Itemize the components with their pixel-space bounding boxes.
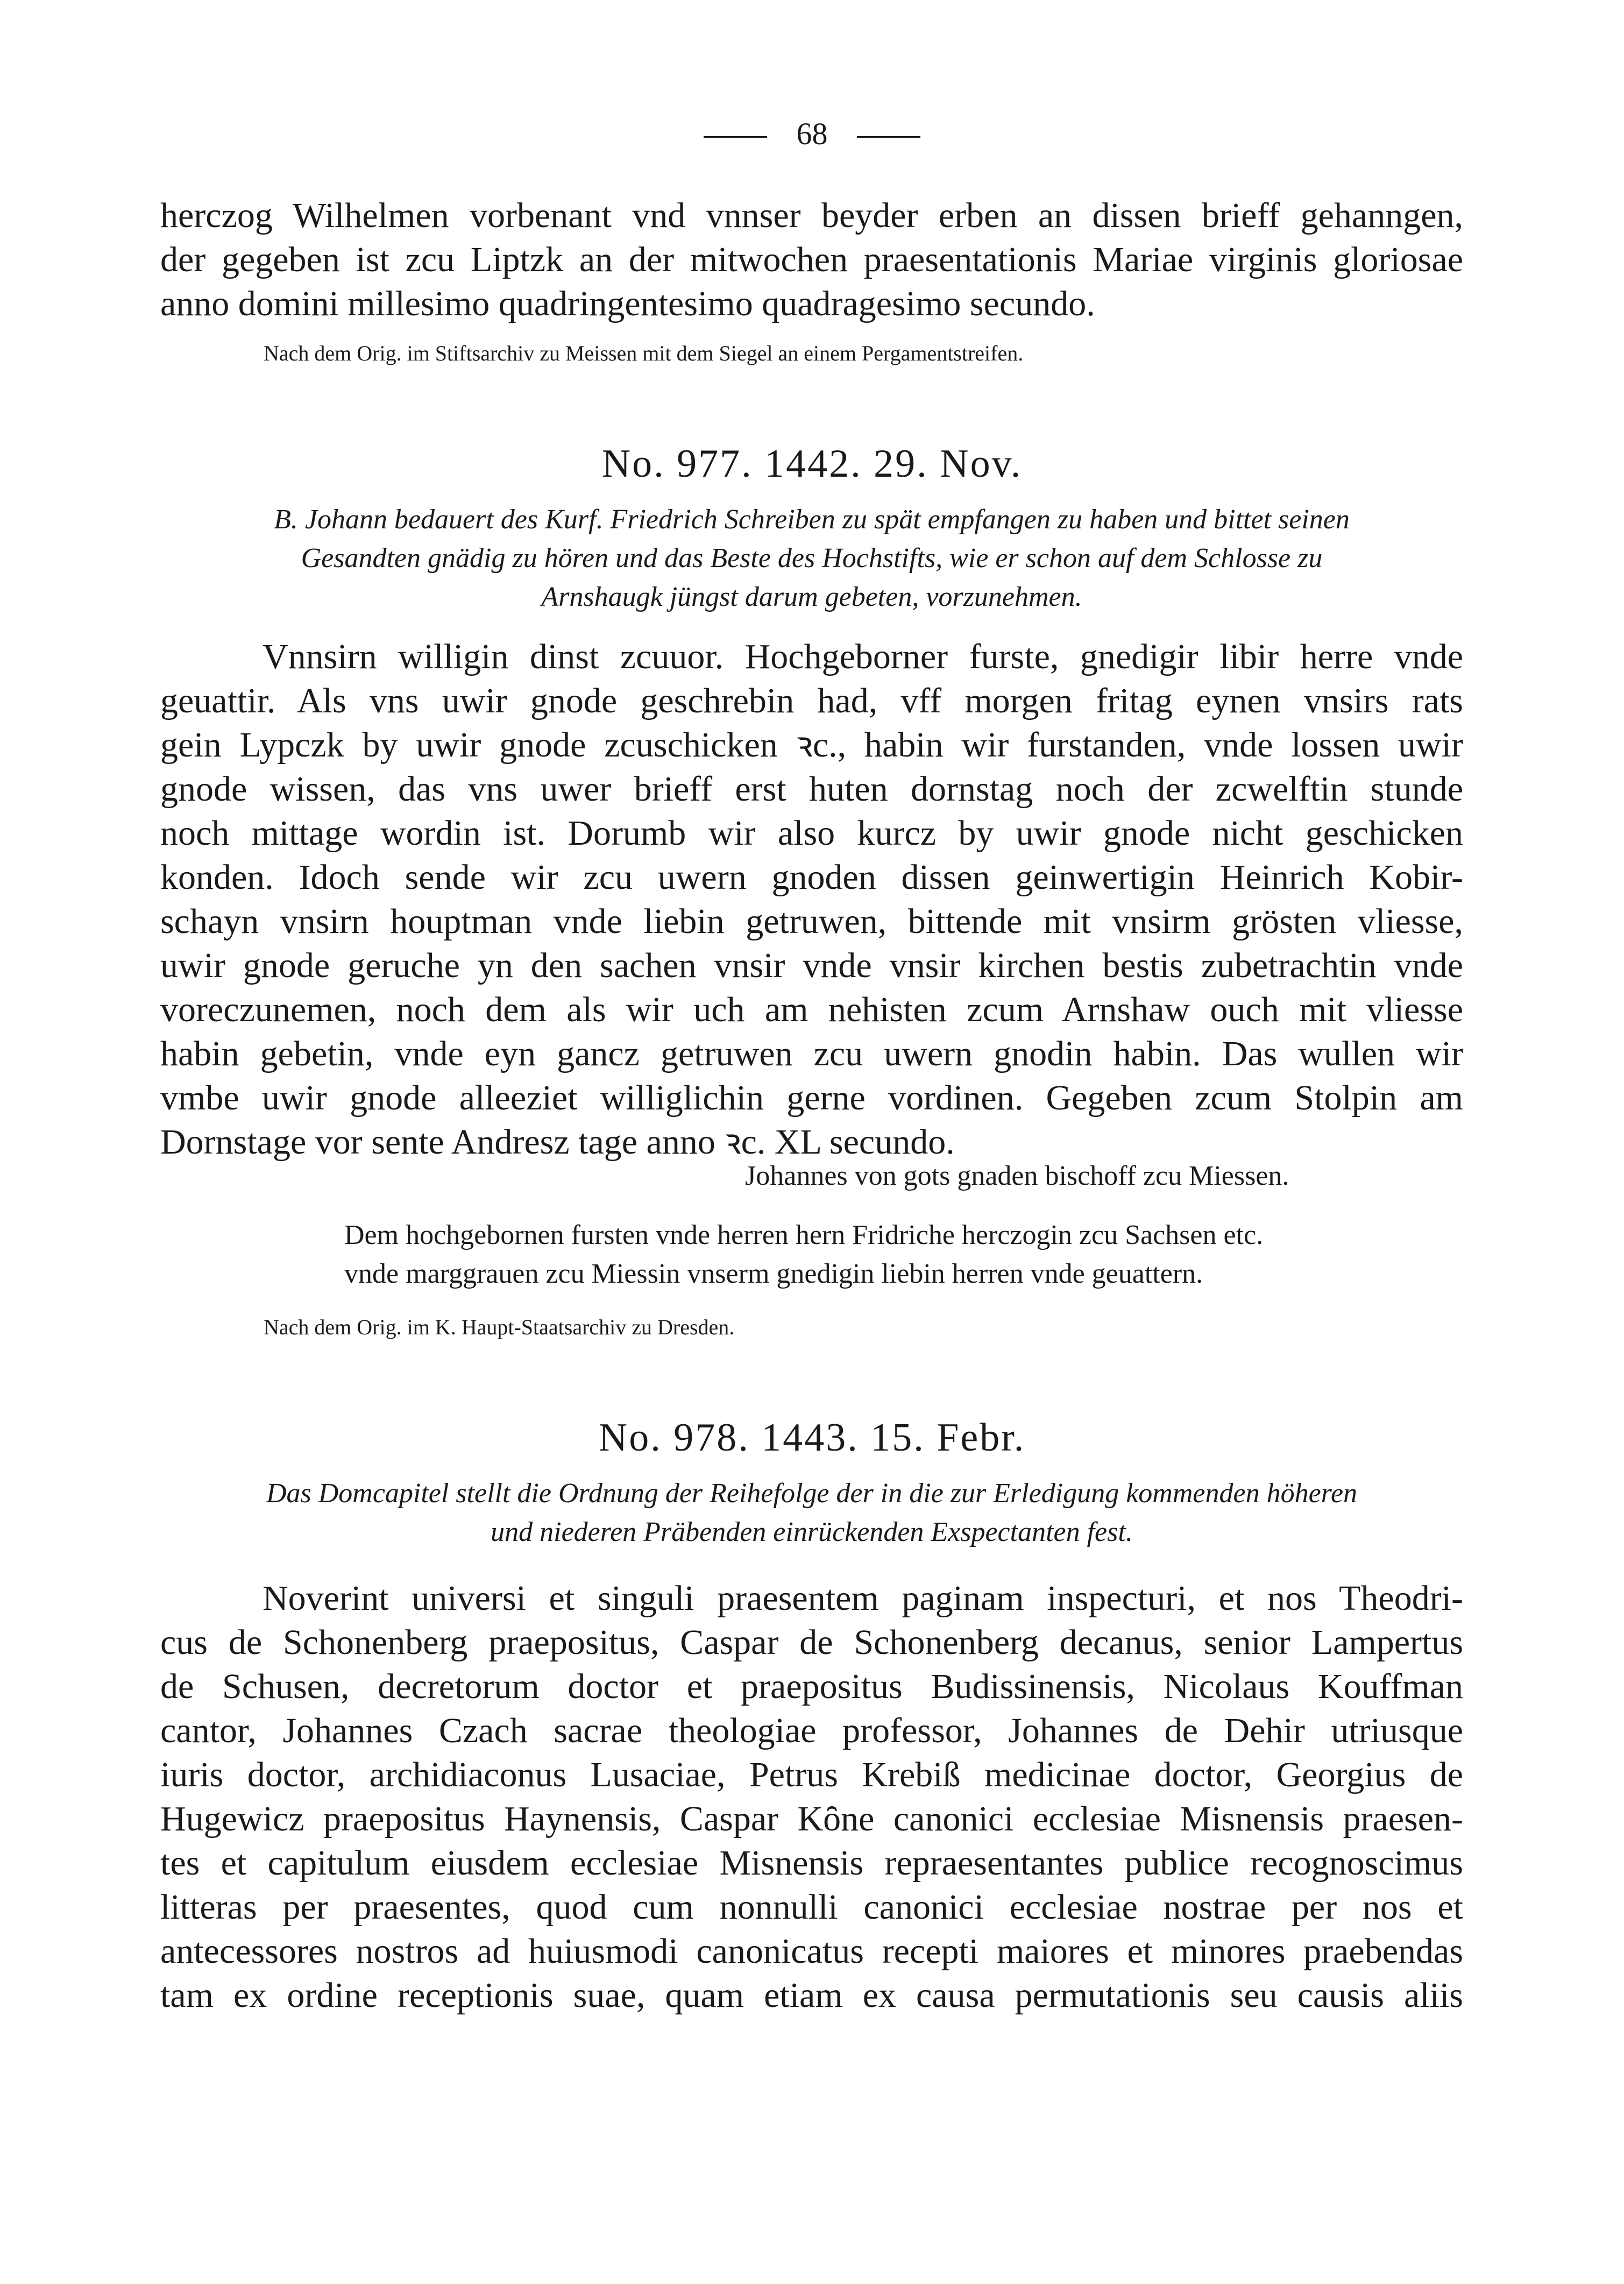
summary-line: und niederen Präbenden einrückenden Exspectanten fest. xyxy=(491,1517,1133,1547)
text-line: gnode wissen, das vns uwer brieff erst huten dornstag noch der zcwelftin stunde xyxy=(160,769,1463,809)
text-line: konden. Idoch sende wir zcu uwern gnoden dissen geinwertigin Heinrich Kobir- xyxy=(160,858,1463,897)
summary-line: Das Domcapitel stellt die Ordnung der Reihefolge der in die zur Erledigung kommenden höheren xyxy=(266,1478,1358,1509)
doc-977-address xyxy=(344,1216,1458,1293)
text-line: voreczunemen, noch dem als wir uch am nehisten zcum Arnshaw ouch mit vliesse xyxy=(160,990,1463,1029)
doc-977-source-note: Nach dem Orig. im K. Haupt-Staatsarchiv zu Dresden. xyxy=(264,1315,735,1339)
text-line: vmbe uwir gnode alleeziet williglichin gerne vordinen. Gegeben zcum Stolpin am xyxy=(160,1078,1463,1118)
doc-977-text xyxy=(160,635,1463,1164)
header-rule-left xyxy=(704,136,767,138)
text-line: noch mittage wordin ist. Dorumb wir also kurcz by uwir gnode nicht geschicken xyxy=(160,814,1463,853)
text-line: Vnnsirn willigin dinst zcuuor. Hochgeborner furste, gnedigir libir herre vnde xyxy=(263,637,1463,676)
prev-doc-source-note: Nach dem Orig. im Stiftsarchiv zu Meissen mit dem Siegel an einem Pergamentstreifen. xyxy=(264,341,1024,365)
text-line: cus de Schonenberg praepositus, Caspar de Schonenberg decanus, senior Lampertus xyxy=(160,1623,1463,1662)
text-line: geuattir. Als vns uwir gnode geschrebin had, vff morgen fritag eynen vnsirs rats xyxy=(160,681,1463,720)
text-line: gein Lypczk by uwir gnode zcuschicken ꝛc., habin wir furstanden, vnde lossen uwir xyxy=(160,725,1463,765)
doc-978-heading: No. 978. 1443. 15. Febr. xyxy=(598,1416,1026,1460)
summary-line: Gesandten gnädig zu hören und das Beste des Hochstifts, wie er schon auf dem Schlosse zu xyxy=(301,543,1323,574)
doc-977-summary xyxy=(160,500,1463,617)
page-number: 68 xyxy=(796,116,828,151)
text-line: litteras per praesentes, quod cum nonnulli canonici ecclesiae nostrae per nos et xyxy=(160,1887,1463,1927)
summary-line: B. Johann bedauert des Kurf. Friedrich Schreiben zu spät empfangen zu haben und bittet seinen xyxy=(274,504,1350,535)
text-line: habin gebetin, vnde eyn gancz getruwen zcu uwern gnodin habin. Das wullen wir xyxy=(160,1034,1463,1073)
prev-doc-text xyxy=(160,194,1463,326)
text-line: der gegeben ist zcu Liptzk an der mitwochen praesentationis Mariae virginis gloriosae xyxy=(160,240,1463,279)
text-line: iuris doctor, archidiaconus Lusaciae, Petrus Krebiß medicinae doctor, Georgius de xyxy=(160,1755,1463,1794)
doc-978-text xyxy=(160,1576,1463,2018)
doc-977-signature: Johannes von gots gnaden bischoff zcu Miessen. xyxy=(745,1161,1289,1191)
text-line: cantor, Johannes Czach sacrae theologiae professor, Johannes de Dehir utriusque xyxy=(160,1711,1463,1750)
address-line: vnde marggrauen zcu Miessin vnserm gnedigin liebin herren vnde geuattern. xyxy=(344,1258,1203,1289)
page-header xyxy=(0,116,1624,152)
text-line: de Schusen, decretorum doctor et praepositus Budissinensis, Nicolaus Kouffman xyxy=(160,1667,1463,1706)
text-line: uwir gnode geruche yn den sachen vnsir vnde vnsir kirchen bestis zubetrachtin vnde xyxy=(160,946,1463,985)
summary-line: Arnshaugk jüngst darum gebeten, vorzunehmen. xyxy=(541,582,1082,612)
text-line: antecessores nostros ad huiusmodi canonicatus recepti maiores et minores praebendas xyxy=(160,1932,1463,1971)
doc-978-summary xyxy=(160,1474,1463,1552)
text-line: tes et capitulum eiusdem ecclesiae Misnensis repraesentantes publice recognoscimus xyxy=(160,1843,1463,1883)
doc-977-heading: No. 977. 1442. 29. Nov. xyxy=(601,442,1023,486)
header-rule-right xyxy=(857,136,920,138)
text-line: anno domini millesimo quadringentesimo quadragesimo secundo. xyxy=(160,284,1095,323)
text-line: Hugewicz praepositus Haynensis, Caspar Kȏne canonici ecclesiae Misnensis praesen- xyxy=(160,1799,1463,1838)
address-line: Dem hochgebornen fursten vnde herren hern Fridriche herczogin zcu Sachsen etc. xyxy=(344,1220,1264,1250)
text-line: Dornstage vor sente Andresz tage anno ꝛc. XL secundo. xyxy=(160,1122,955,1162)
text-line: Noverint universi et singuli praesentem paginam inspecturi, et nos Theodri- xyxy=(263,1579,1463,1618)
text-line: tam ex ordine receptionis suae, quam etiam ex causa permutationis seu causis aliis xyxy=(160,1976,1463,2015)
text-line: schayn vnsirn houptman vnde liebin getruwen, bittende mit vnsirm grösten vliesse, xyxy=(160,902,1463,941)
text-line: herczog Wilhelmen vorbenant vnd vnnser beyder erben an dissen brieff gehanngen, xyxy=(160,196,1463,235)
